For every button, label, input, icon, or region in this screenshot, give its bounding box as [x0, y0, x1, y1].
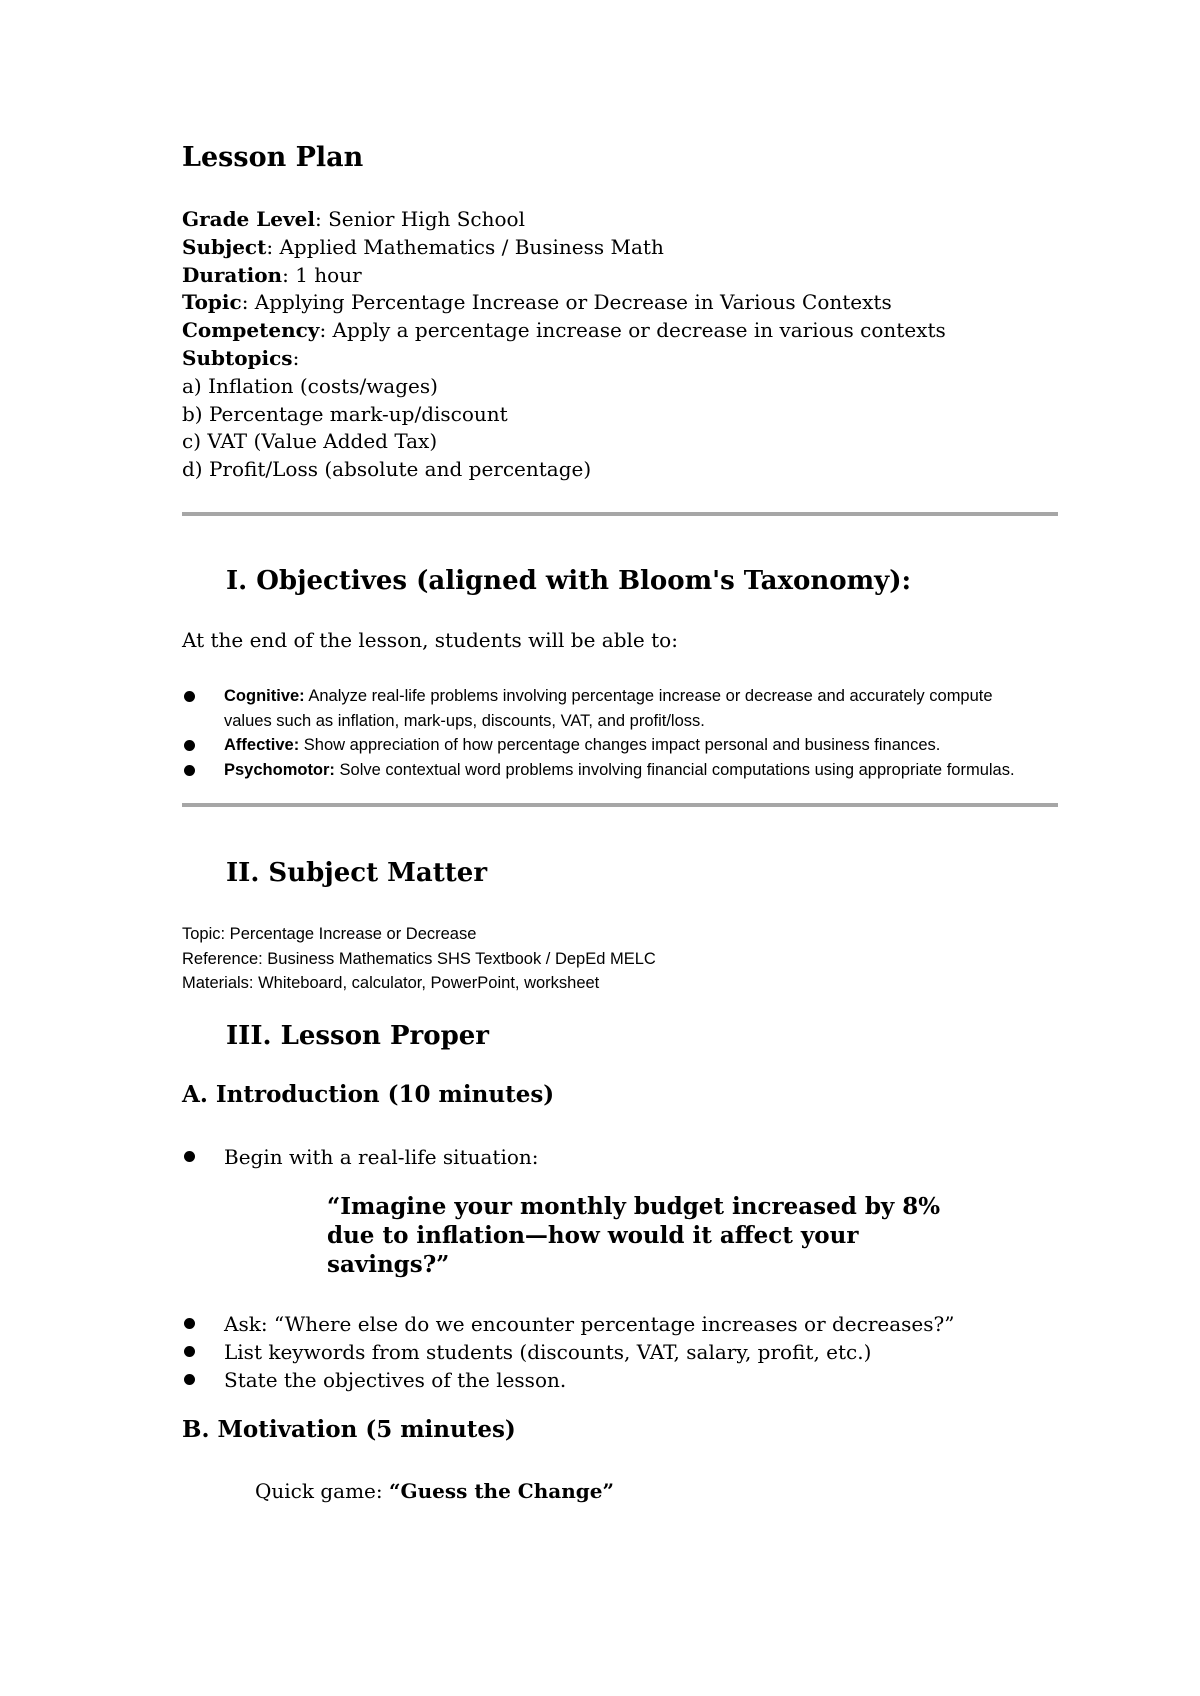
meta-grade-level: Grade Level: Senior High School: [182, 207, 525, 231]
objectives-list: [182, 684, 1042, 782]
lesson-proper-heading: III. Lesson Proper: [226, 1021, 489, 1051]
subtopic-item: a) Inflation (costs/wages): [182, 373, 438, 398]
introduction-list-start: [182, 1143, 539, 1171]
subject-matter-heading: II. Subject Matter: [226, 858, 488, 888]
meta-subtopics: Subtopics:: [182, 345, 300, 370]
objective-affective: Affective: Show appreciation of how percentage changes impact personal and business finances.: [182, 733, 1042, 758]
subject-matter-reference: Reference: Business Mathematics SHS Textbook / DepEd MELC: [182, 949, 656, 968]
subject-matter-materials: Materials: Whiteboard, calculator, PowerPoint, worksheet: [182, 974, 600, 992]
subtopic-item: b) Percentage mark-up/discount: [182, 401, 508, 426]
horizontal-rule: [182, 512, 1058, 516]
objectives-intro: At the end of the lesson, students will be able to:: [182, 628, 678, 652]
subtopic-item: c) VAT (Value Added Tax): [182, 429, 438, 454]
subject-matter-details: [182, 922, 656, 996]
list-item: State the objectives of the lesson.: [182, 1366, 954, 1394]
objective-cognitive: Cognitive: Analyze real-life problems involving percentage increase or decrease and accurately compute values such as inflation, mark-ups, discounts, VAT, and profit/loss.: [182, 684, 1042, 733]
bullet-icon: [184, 1318, 195, 1329]
document-title: Lesson Plan: [182, 142, 364, 173]
lesson-metadata: [182, 206, 946, 484]
list-item: Ask: “Where else do we encounter percentage increases or decreases?”: [182, 1310, 954, 1338]
introduction-list: [182, 1310, 954, 1394]
list-item: List keywords from students (discounts, VAT, salary, profit, etc.): [182, 1338, 954, 1366]
bullet-icon: [184, 765, 195, 776]
inflation-quote: “Imagine your monthly budget increased by 8% due to inflation—how would it affect your savings?”: [327, 1193, 941, 1278]
meta-duration: Duration: 1 hour: [182, 262, 362, 287]
motivation-heading: B. Motivation (5 minutes): [182, 1416, 516, 1443]
bullet-icon: [184, 1346, 195, 1357]
bullet-icon: [184, 1151, 195, 1162]
objective-psychomotor: Psychomotor: Solve contextual word problems involving financial computations using appropriate formulas.: [182, 758, 1042, 783]
list-item: Begin with a real-life situation:: [182, 1143, 539, 1171]
subtopic-item: d) Profit/Loss (absolute and percentage): [182, 457, 592, 482]
quick-game-title: “Guess the Change”: [388, 1479, 614, 1503]
bullet-icon: [184, 740, 195, 751]
quick-game-line: Quick game: “Guess the Change”: [255, 1479, 614, 1503]
horizontal-rule: [182, 803, 1058, 807]
meta-competency: Competency: Apply a percentage increase or decrease in various contexts: [182, 318, 946, 343]
meta-topic: Topic: Applying Percentage Increase or Decrease in Various Contexts: [182, 290, 892, 315]
objectives-heading: I. Objectives (aligned with Bloom's Taxonomy):: [226, 566, 912, 596]
bullet-icon: [184, 691, 195, 702]
subject-matter-topic: Topic: Percentage Increase or Decrease: [182, 925, 477, 943]
bullet-icon: [184, 1374, 195, 1385]
introduction-heading: A. Introduction (10 minutes): [182, 1081, 555, 1108]
meta-subject: Subject: Applied Mathematics / Business Math: [182, 234, 664, 259]
